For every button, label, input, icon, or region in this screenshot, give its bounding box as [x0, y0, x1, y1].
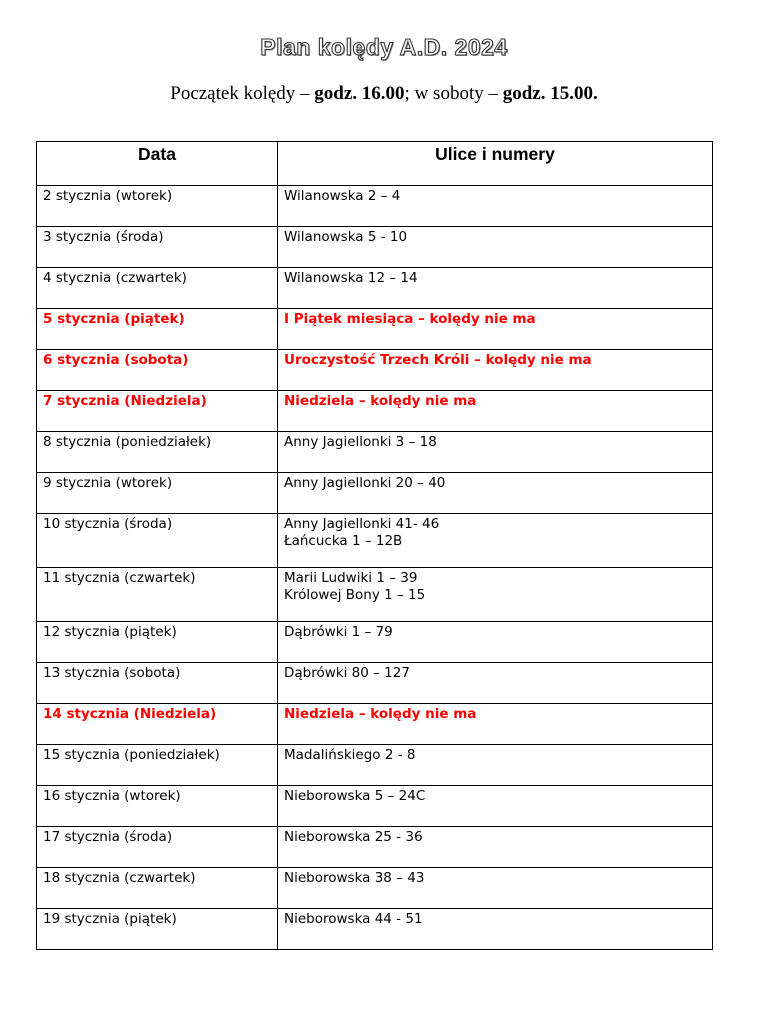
street-line: Wilanowska 2 – 4: [284, 188, 401, 204]
streets-cell: [278, 622, 713, 663]
street-line: Łańcucka 1 – 12B: [284, 533, 403, 549]
street-line: Nieborowska 44 - 51: [284, 911, 423, 927]
street-line: Anny Jagiellonki 41- 46: [284, 516, 440, 532]
streets-cell: [278, 704, 713, 745]
date-cell: 4 stycznia (czwartek): [37, 268, 278, 309]
date-cell: 3 stycznia (środa): [37, 227, 278, 268]
document-title: Plan kolędy A.D. 2024: [260, 34, 508, 60]
table-row: [37, 473, 713, 514]
date-cell: 17 stycznia (środa): [37, 827, 278, 868]
streets-cell: [278, 432, 713, 473]
date-cell: 7 stycznia (Niedziela): [37, 391, 278, 432]
street-line: Królowej Bony 1 – 15: [284, 587, 426, 603]
street-line: Niedziela – kolędy nie ma: [284, 706, 477, 722]
streets-cell: [278, 350, 713, 391]
streets-cell: [278, 745, 713, 786]
street-line: Dąbrówki 1 – 79: [284, 624, 393, 640]
subtitle-weekday-time: godz. 16.00: [314, 83, 405, 104]
table-row: [37, 622, 713, 663]
table-row: [37, 745, 713, 786]
street-line: Nieborowska 38 – 43: [284, 870, 425, 886]
date-cell: 14 stycznia (Niedziela): [37, 704, 278, 745]
table-row: [37, 391, 713, 432]
streets-cell: [278, 391, 713, 432]
table-row: [37, 268, 713, 309]
street-line: Niedziela – kolędy nie ma: [284, 393, 477, 409]
date-cell: 9 stycznia (wtorek): [37, 473, 278, 514]
date-cell: 13 stycznia (sobota): [37, 663, 278, 704]
street-line: Nieborowska 5 – 24C: [284, 788, 426, 804]
street-line: Anny Jagiellonki 3 – 18: [284, 434, 437, 450]
street-line: Uroczystość Trzech Króli – kolędy nie ma: [284, 352, 592, 368]
subtitle-saturday-time: godz. 15.00.: [502, 83, 598, 104]
streets-cell: [278, 514, 713, 568]
date-cell: 19 stycznia (piątek): [37, 909, 278, 950]
table-row: [37, 514, 713, 568]
streets-cell: [278, 568, 713, 622]
date-cell: 8 stycznia (poniedziałek): [37, 432, 278, 473]
subtitle-start-label: Początek kolędy –: [170, 83, 315, 104]
table-row: [37, 786, 713, 827]
table-row: [37, 227, 713, 268]
street-line: Madalińskiego 2 - 8: [284, 747, 416, 763]
date-cell: 16 stycznia (wtorek): [37, 786, 278, 827]
date-cell: 18 stycznia (czwartek): [37, 868, 278, 909]
streets-cell: [278, 473, 713, 514]
table-row: [37, 868, 713, 909]
streets-cell: [278, 309, 713, 350]
streets-cell: [278, 268, 713, 309]
streets-cell: [278, 186, 713, 227]
streets-cell: [278, 827, 713, 868]
street-line: I Piątek miesiąca – kolędy nie ma: [284, 311, 536, 327]
document-subtitle: [0, 83, 768, 105]
table-row: [37, 432, 713, 473]
date-cell: 5 stycznia (piątek): [37, 309, 278, 350]
table-header-row: [37, 142, 713, 186]
table-row: [37, 909, 713, 950]
header-date: Data: [37, 142, 278, 186]
streets-cell: [278, 868, 713, 909]
street-line: Wilanowska 12 – 14: [284, 270, 418, 286]
street-line: Anny Jagiellonki 20 – 40: [284, 475, 446, 491]
subtitle-saturday-label: ; w soboty –: [404, 83, 503, 104]
date-cell: 6 stycznia (sobota): [37, 350, 278, 391]
table-row: [37, 350, 713, 391]
date-cell: 2 stycznia (wtorek): [37, 186, 278, 227]
streets-cell: [278, 663, 713, 704]
table-row: [37, 186, 713, 227]
date-cell: 11 stycznia (czwartek): [37, 568, 278, 622]
table-row: [37, 663, 713, 704]
table-row: [37, 309, 713, 350]
streets-cell: [278, 909, 713, 950]
table-body: [37, 186, 713, 950]
table-row: [37, 568, 713, 622]
streets-cell: [278, 227, 713, 268]
date-cell: 12 stycznia (piątek): [37, 622, 278, 663]
table-row: [37, 704, 713, 745]
street-line: Dąbrówki 80 – 127: [284, 665, 410, 681]
street-line: Marii Ludwiki 1 – 39: [284, 570, 418, 586]
date-cell: 15 stycznia (poniedziałek): [37, 745, 278, 786]
street-line: Nieborowska 25 - 36: [284, 829, 423, 845]
header-streets: Ulice i numery: [278, 142, 713, 186]
street-line: Wilanowska 5 - 10: [284, 229, 408, 245]
streets-cell: [278, 786, 713, 827]
date-cell: 10 stycznia (środa): [37, 514, 278, 568]
schedule-table: [36, 141, 713, 950]
table-row: [37, 827, 713, 868]
